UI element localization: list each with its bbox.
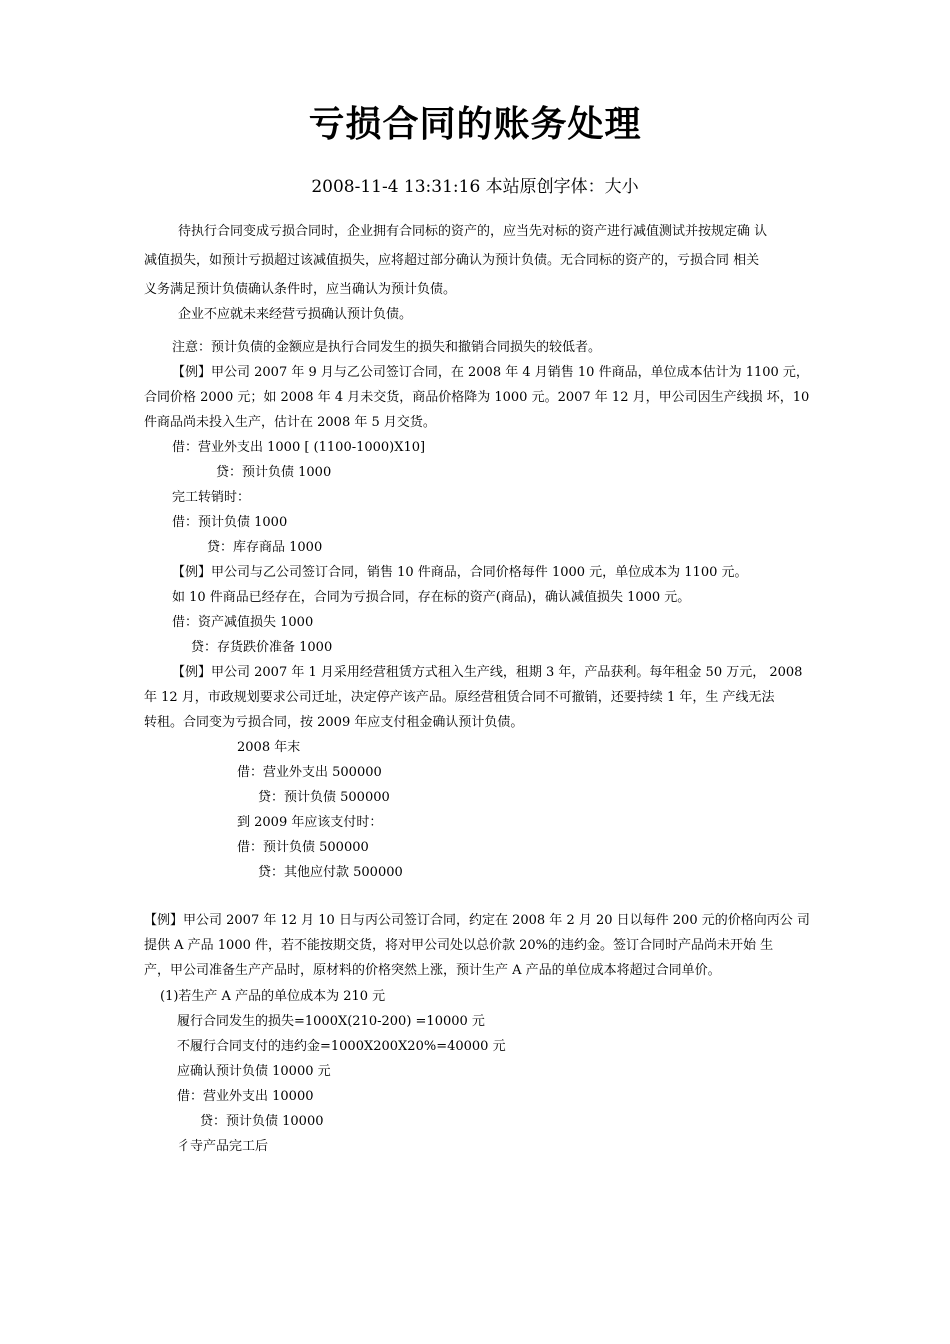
example-line: 【例】甲公司 2007 年 9 月与乙公司签订合同，在 2008 年 4 月销售 10 件商品，单位成本估计为 1100 元，: [172, 365, 809, 380]
paragraph-line: 减值损失，如预计亏损超过该减值损失，应将超过部分确认为预计负债。无合同标的资产的，亏损合同 相关: [144, 253, 760, 268]
paragraph-line: 待执行合同变成亏损合同时，企业拥有合同标的资产的，应当先对标的资产进行减值测试并按规定确 认: [178, 224, 768, 239]
case-heading: (1)若生产 A 产品的单位成本为 210 元: [160, 989, 386, 1004]
journal-credit-line: 贷：预计负债 10000: [200, 1114, 324, 1129]
journal-debit-line: 借：预计负债 500000: [237, 840, 369, 855]
example-line: 提供 A 产品 1000 件，若不能按期交货，将对甲公司处以总价款 20%的违约金。签订合同时产品尚未开始 生: [144, 938, 774, 953]
note-line: 注意：预计负债的金额应是执行合同发生的损失和撤销合同损失的较低者。: [172, 340, 602, 355]
journal-credit-line: 贷：库存商品 1000: [207, 540, 323, 555]
example-line: 年 12 月，市政规划要求公司迁址，决定停产该产品。原经营租赁合同不可撤销，还要持续 1 年，生 产线无法: [144, 690, 775, 705]
paragraph-line: 义务满足预计负债确认条件时，应当确认为预计负债。: [144, 282, 457, 297]
example-line: 产，甲公司准备生产产品时，原材料的价格突然上涨，预计生产 A 产品的单位成本将超过合同单价。: [144, 963, 721, 978]
journal-debit-line: 借：营业外支出 500000: [237, 765, 382, 780]
example-line: 【例】甲公司 2007 年 1 月采用经营租赁方式租入生产线，租期 3 年，产品获利。每年租金 50 万元， 2008: [172, 665, 803, 680]
example-line: 【例】甲公司 2007 年 12 月 10 日与丙公司签订合同，约定在 2008 年 2 月 20 日以每件 200 元的价格向丙公 司: [144, 913, 810, 928]
journal-debit-line: 借：资产减值损失 1000: [172, 615, 314, 630]
journal-heading: 2008 年末: [237, 740, 301, 755]
journal-debit-line: 借：营业外支出 10000: [177, 1089, 314, 1104]
example-line: 如 10 件商品已经存在，合同为亏损合同，存在标的资产(商品)，确认减值损失 1000 元。: [172, 590, 691, 605]
example-line: 转租。合同变为亏损合同，按 2009 年应支付租金确认预计负债。: [144, 715, 524, 730]
paragraph-line: 企业不应就未来经营亏损确认预计负债。: [178, 307, 413, 322]
journal-credit-line: 贷：预计负债 500000: [258, 790, 390, 805]
journal-debit-line: 借：预计负债 1000: [172, 515, 288, 530]
example-line: 合同价格 2000 元；如 2008 年 4 月未交货，商品价格降为 1000 元。2007 年 12 月，甲公司因生产线损 坏，10: [144, 390, 810, 405]
journal-heading: 到 2009 年应该支付时：: [237, 815, 383, 830]
journal-heading: 完工转销时：: [172, 490, 251, 505]
page-title: 亏损合同的账务处理: [308, 104, 642, 145]
example-line: 【例】甲公司与乙公司签订合同，销售 10 件商品，合同价格每件 1000 元，单位成本为 1100 元。: [172, 565, 748, 580]
paragraph-line: 彳寺产品完工后: [177, 1139, 269, 1154]
journal-credit-line: 贷：存货跌价准备 1000: [191, 640, 333, 655]
example-line: 件商品尚未投入生产，估计在 2008 年 5 月交货。: [144, 415, 436, 430]
post-meta: 2008-11-4 13:31:16 本站原创字体：大小: [311, 177, 639, 197]
calculation-line: 不履行合同支付的违约金=1000X200X20%=40000 元: [177, 1039, 506, 1054]
calculation-line: 履行合同发生的损失=1000X(210-200) =10000 元: [177, 1014, 485, 1029]
journal-credit-line: 贷：预计负债 1000: [216, 465, 332, 480]
journal-debit-line: 借：营业外支出 1000 [ (1100-1000)X10]: [172, 440, 426, 455]
journal-credit-line: 贷：其他应付款 500000: [258, 865, 403, 880]
calculation-line: 应确认预计负债 10000 元: [177, 1064, 331, 1079]
